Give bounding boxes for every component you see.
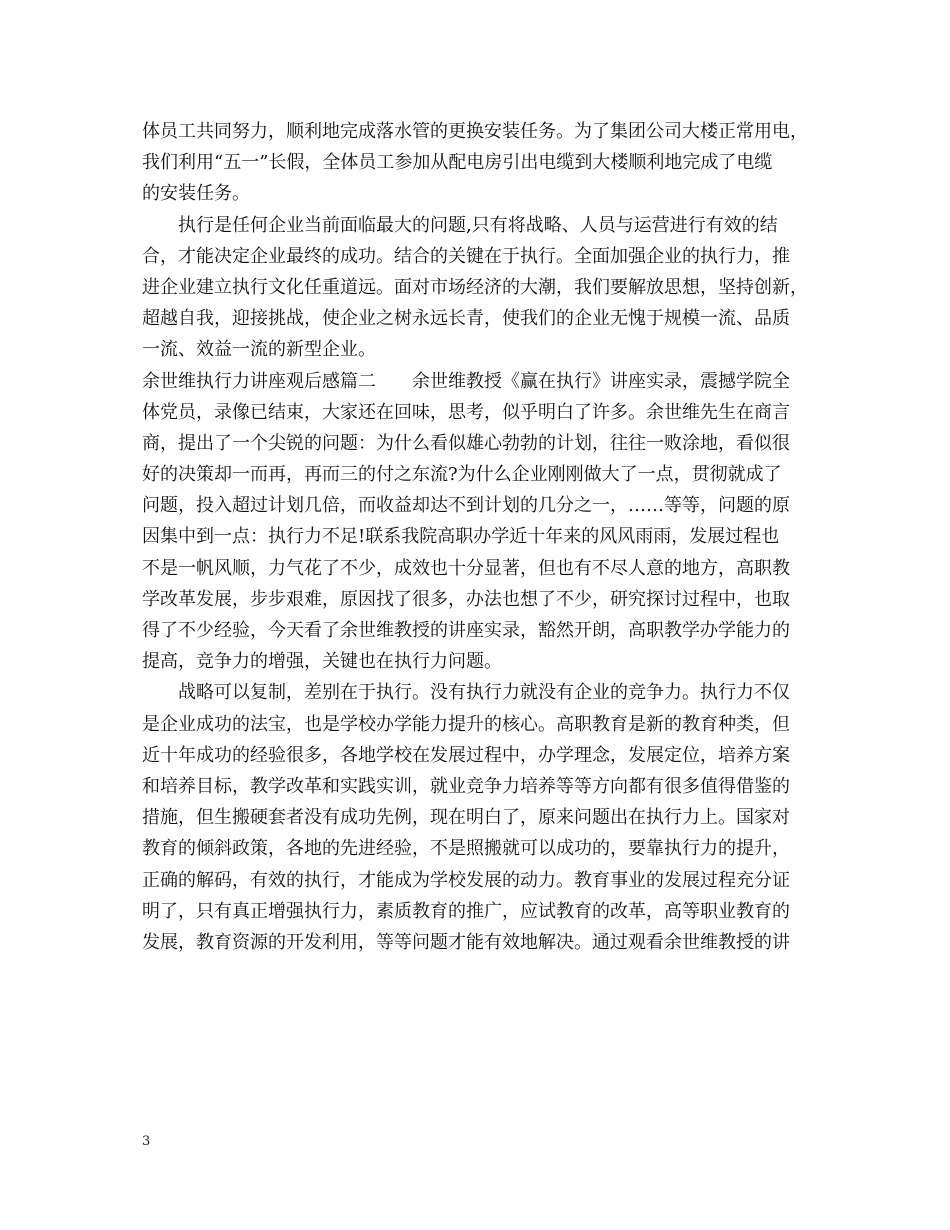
paragraph-first-line: 执行是任何企业当前面临最大的问题,只有将战略、人员与运营进行有效的结: [178, 214, 778, 236]
text-line: 一流、效益一流的新型企业。: [142, 339, 376, 361]
text-line: 措施，但生搬硬套者没有成功先例，现在明白了，原来问题出在执行力上。国家对: [142, 807, 790, 829]
text-line: 进企业建立执行文化任重道远。面对市场经济的大潮，我们要解放思想，坚持创新，: [142, 276, 808, 298]
text-line: 和培养目标，教学改革和实践实训，就业竞争力培养等等方向都有很多值得借鉴的: [142, 775, 790, 797]
paragraph-first-line: 战略可以复制，差别在于执行。没有执行力就没有企业的竞争力。执行力不仅: [178, 682, 790, 704]
text-line: 提高，竞争力的增强，关键也在执行力问题。: [142, 651, 502, 673]
text-line: 商，提出了一个尖锐的问题：为什么看似雄心勃勃的计划，往往一败涂地，看似很: [142, 432, 790, 454]
text-line: 发展，教育资源的开发利用，等等问题才能有效地解决。通过观看余世维教授的讲: [142, 931, 790, 953]
section-heading-line: 余世维执行力讲座观后感篇二 余世维教授《赢在执行》讲座实录，震撼学院全: [142, 370, 790, 392]
body-text: [142, 116, 814, 958]
text-line: 正确的解码，有效的执行，才能成为学校发展的动力。教育事业的发展过程充分证: [142, 869, 790, 891]
text-line: 超越自我，迎接挑战，使企业之树永远长青，使我们的企业无愧于规模一流、品质: [142, 308, 790, 330]
text-line: 得了不少经验，今天看了余世维教授的讲座实录，豁然开朗，高职教学办学能力的: [142, 620, 790, 641]
text-line: 明了，只有真正增强执行力，素质教育的推广，应试教育的改革，高等职业教育的: [142, 900, 790, 922]
text-line: 因集中到一点：执行力不足!联系我院高职办学近十年来的风风雨雨，发展过程也: [142, 526, 780, 548]
text-line: 学改革发展，步步艰难，原因找了很多，办法也想了不少，研究探讨过程中，也取: [142, 588, 790, 610]
text-line: 体党员，录像已结束，大家还在回味，思考，似乎明白了许多。余世维先生在商言: [142, 401, 790, 423]
text-line: 体员工共同努力，顺利地完成落水管的更换安装任务。为了集团公司大楼正常用电，: [142, 121, 808, 142]
text-line: 我们利用“五一”长假，全体员工参加从配电房引出电缆到大楼顺利地完成了电缆: [142, 152, 773, 174]
text-line: 近十年成功的经验很多，各地学校在发展过程中，办学理念，发展定位，培养方案: [142, 744, 790, 766]
text-line: 合，才能决定企业最终的成功。结合的关键在于执行。全面加强企业的执行力，推: [142, 245, 790, 267]
text-line: 的安装任务。: [142, 183, 250, 205]
text-line: 好的决策却一而再，再而三的付之东流?为什么企业刚刚做大了一点，贯彻就成了: [142, 464, 782, 486]
text-line: 是企业成功的法宝，也是学校办学能力提升的核心。高职教育是新的教育种类，但: [142, 713, 790, 735]
text-line: 不是一帆风顺，力气花了不少，成效也十分显著，但也有不尽人意的地方，高职教: [142, 557, 790, 579]
text-line: 教育的倾斜政策，各地的先进经验，不是照搬就可以成功的，要靠执行力的提升，: [142, 838, 790, 860]
page-number: 3: [142, 1134, 151, 1149]
text-line: 问题，投入超过计划几倍，而收益却达不到计划的几分之一，……等等，问题的原: [142, 495, 790, 517]
